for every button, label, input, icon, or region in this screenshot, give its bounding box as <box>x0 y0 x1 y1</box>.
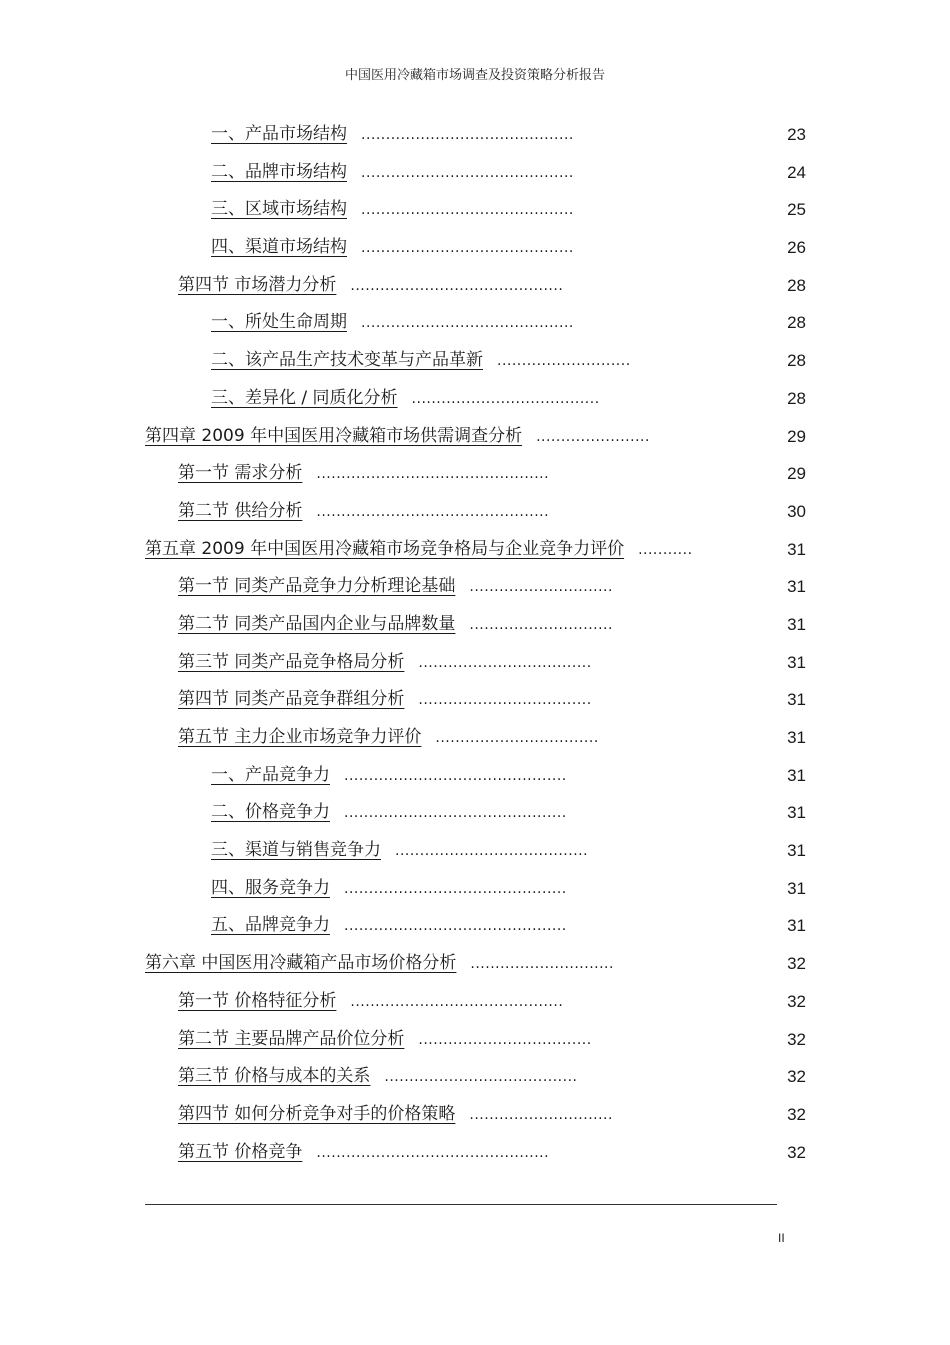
toc-entry[interactable] <box>0 681 950 719</box>
toc-page-number: 31 <box>787 539 806 559</box>
toc-entry[interactable] <box>0 719 950 757</box>
toc-dot-leader: ...................................... <box>411 390 600 407</box>
toc-entry-title[interactable]: 第一节 需求分析 <box>178 463 303 484</box>
toc-page-number: 31 <box>787 728 806 747</box>
toc-dot-leader: ............................. <box>470 956 614 973</box>
toc-page-number: 31 <box>787 652 806 672</box>
toc-entry[interactable] <box>0 116 950 154</box>
toc-dot-leader: ................................... <box>418 1031 592 1048</box>
toc-entry[interactable] <box>0 568 950 606</box>
toc-entry[interactable] <box>0 606 950 644</box>
toc-entry[interactable] <box>0 1096 950 1134</box>
toc-page-number: 29 <box>787 464 806 484</box>
toc-entry[interactable] <box>0 1058 950 1096</box>
toc-dot-leader: ............................................... <box>316 466 550 483</box>
toc-dot-leader: ........................................... <box>361 315 574 332</box>
toc-entry-title[interactable]: 第五节 价格竞争 <box>178 1141 303 1162</box>
toc-dot-leader: ....................................... <box>395 843 589 860</box>
toc-entry[interactable] <box>0 870 950 908</box>
toc-dot-leader: ............................................... <box>316 503 550 520</box>
toc-page-number: 24 <box>787 162 806 182</box>
toc-entry-title[interactable]: 第二节 供给分析 <box>178 500 303 521</box>
toc-page-number: 32 <box>787 1067 806 1087</box>
toc-entry-title[interactable]: 第三节 同类产品竞争格局分析 <box>178 651 405 672</box>
toc-dot-leader: ................................... <box>418 692 592 709</box>
toc-dot-leader: ........................................... <box>350 993 564 1010</box>
toc-entry[interactable] <box>0 945 950 983</box>
running-header: 中国医用冷藏箱市场调查及投资策略分析报告 <box>344 68 605 83</box>
toc-dot-leader: ........................................... <box>350 277 564 294</box>
toc-entry[interactable] <box>0 191 950 229</box>
toc-entry-title[interactable]: 一、所处生命周期 <box>211 312 347 333</box>
toc-dot-leader: ............................................. <box>344 767 567 784</box>
toc-page-number: 32 <box>787 1104 806 1124</box>
toc-entry[interactable] <box>0 455 950 493</box>
toc-entry-title[interactable]: 三、区域市场结构 <box>211 199 347 220</box>
toc-page-number: 32 <box>787 991 806 1011</box>
toc-page-number: 31 <box>787 765 806 785</box>
toc-page-number: 31 <box>787 841 806 861</box>
toc-dot-leader: ............................................. <box>344 880 567 897</box>
toc-dot-leader: ............................. <box>469 616 613 633</box>
toc-entry-title[interactable]: 第五章 2009 年中国医用冷藏箱市场竞争格局与企业竞争力评价 <box>145 538 625 559</box>
toc-entry-title[interactable]: 第四节 市场潜力分析 <box>178 274 337 295</box>
toc-page-number: 30 <box>787 501 806 521</box>
toc-entry[interactable] <box>0 983 950 1021</box>
toc-entry[interactable] <box>0 493 950 531</box>
toc-entry-title[interactable]: 第四节 同类产品竞争群组分析 <box>178 689 405 710</box>
toc-entry-title[interactable]: 第一节 同类产品竞争力分析理论基础 <box>178 576 456 597</box>
toc-page-number: 31 <box>787 803 806 823</box>
toc-entry-title[interactable]: 第五节 主力企业市场竞争力评价 <box>178 727 422 747</box>
toc-page-number: 28 <box>787 275 806 295</box>
toc-entry[interactable] <box>0 757 950 795</box>
toc-entry[interactable] <box>0 380 950 418</box>
toc-dot-leader: ................................... <box>418 654 592 671</box>
toc-entry[interactable] <box>0 267 950 305</box>
toc-page-number: 28 <box>787 351 806 371</box>
toc-entry-title[interactable]: 二、价格竞争力 <box>211 802 330 823</box>
toc-entry-title[interactable]: 四、渠道市场结构 <box>211 237 347 258</box>
toc-entry[interactable] <box>0 832 950 870</box>
toc-dot-leader: ........................................... <box>361 127 574 143</box>
toc-entry-title[interactable]: 第四章 2009 年中国医用冷藏箱市场供需调查分析 <box>145 425 523 446</box>
toc-entry-title[interactable]: 第二节 同类产品国内企业与品牌数量 <box>178 613 456 634</box>
toc-entry-title[interactable]: 第三节 价格与成本的关系 <box>178 1066 371 1087</box>
toc-entry[interactable] <box>0 531 950 569</box>
toc-entry-title[interactable]: 第一节 价格特征分析 <box>178 990 337 1011</box>
table-of-contents <box>0 116 950 1171</box>
toc-entry[interactable] <box>0 907 950 945</box>
toc-entry-title[interactable]: 第二节 主要品牌产品价位分析 <box>178 1028 405 1049</box>
toc-entry[interactable] <box>0 418 950 456</box>
toc-entry-title[interactable]: 三、差异化 / 同质化分析 <box>211 387 398 408</box>
toc-page-number: 29 <box>787 426 806 446</box>
toc-entry-title[interactable]: 四、服务竞争力 <box>211 877 330 898</box>
toc-dot-leader: ............................................. <box>344 805 567 822</box>
toc-entry[interactable] <box>0 229 950 267</box>
toc-page-number: 28 <box>787 313 806 333</box>
toc-entry[interactable] <box>0 154 950 192</box>
toc-dot-leader: ........................................... <box>361 240 574 257</box>
toc-entry[interactable] <box>0 342 950 380</box>
toc-page-number: 31 <box>787 577 806 597</box>
toc-page-number: 32 <box>787 1029 806 1049</box>
toc-dot-leader: ............................................... <box>316 1144 550 1161</box>
toc-dot-leader: ........................... <box>497 353 631 370</box>
toc-entry[interactable] <box>0 1134 950 1172</box>
toc-entry-title[interactable]: 三、渠道与销售竞争力 <box>211 840 381 861</box>
footer-page-number: II <box>778 1231 785 1245</box>
toc-entry-title[interactable]: 五、品牌竞争力 <box>211 915 330 936</box>
toc-page-number: 23 <box>787 125 806 144</box>
toc-entry[interactable] <box>0 1021 950 1059</box>
toc-dot-leader: ........................................... <box>361 164 574 181</box>
toc-page-number: 31 <box>787 690 806 710</box>
toc-entry-title[interactable]: 第四节 如何分析竞争对手的价格策略 <box>178 1103 456 1124</box>
toc-entry-title[interactable]: 第六章 中国医用冷藏箱产品市场价格分析 <box>145 953 457 974</box>
toc-page-number: 32 <box>787 1142 806 1162</box>
toc-page-number: 31 <box>787 614 806 634</box>
toc-dot-leader: ................................. <box>435 730 599 746</box>
toc-dot-leader: ........... <box>638 541 693 558</box>
toc-dot-leader: ............................................. <box>344 918 567 935</box>
toc-entry[interactable] <box>0 304 950 342</box>
toc-dot-leader: ............................. <box>469 1106 613 1123</box>
toc-entry-title[interactable]: 一、产品竞争力 <box>211 764 330 785</box>
toc-page-number: 32 <box>787 954 806 974</box>
toc-entry-title[interactable]: 二、品牌市场结构 <box>211 161 347 182</box>
toc-dot-leader: ....................... <box>536 428 650 445</box>
toc-dot-leader: ........................................... <box>361 202 574 219</box>
toc-entry-title[interactable]: 一、产品市场结构 <box>211 124 347 144</box>
toc-entry[interactable] <box>0 794 950 832</box>
toc-dot-leader: ....................................... <box>384 1069 578 1086</box>
toc-page-number: 26 <box>787 238 806 258</box>
toc-page-number: 25 <box>787 200 806 220</box>
toc-page-number: 31 <box>787 916 806 936</box>
toc-page-number: 31 <box>787 878 806 898</box>
toc-entry-title[interactable]: 二、该产品生产技术变革与产品革新 <box>211 350 483 371</box>
toc-dot-leader: ............................. <box>469 579 613 596</box>
footer-divider <box>145 1204 777 1205</box>
toc-entry[interactable] <box>0 644 950 682</box>
toc-page-number: 28 <box>787 388 806 408</box>
